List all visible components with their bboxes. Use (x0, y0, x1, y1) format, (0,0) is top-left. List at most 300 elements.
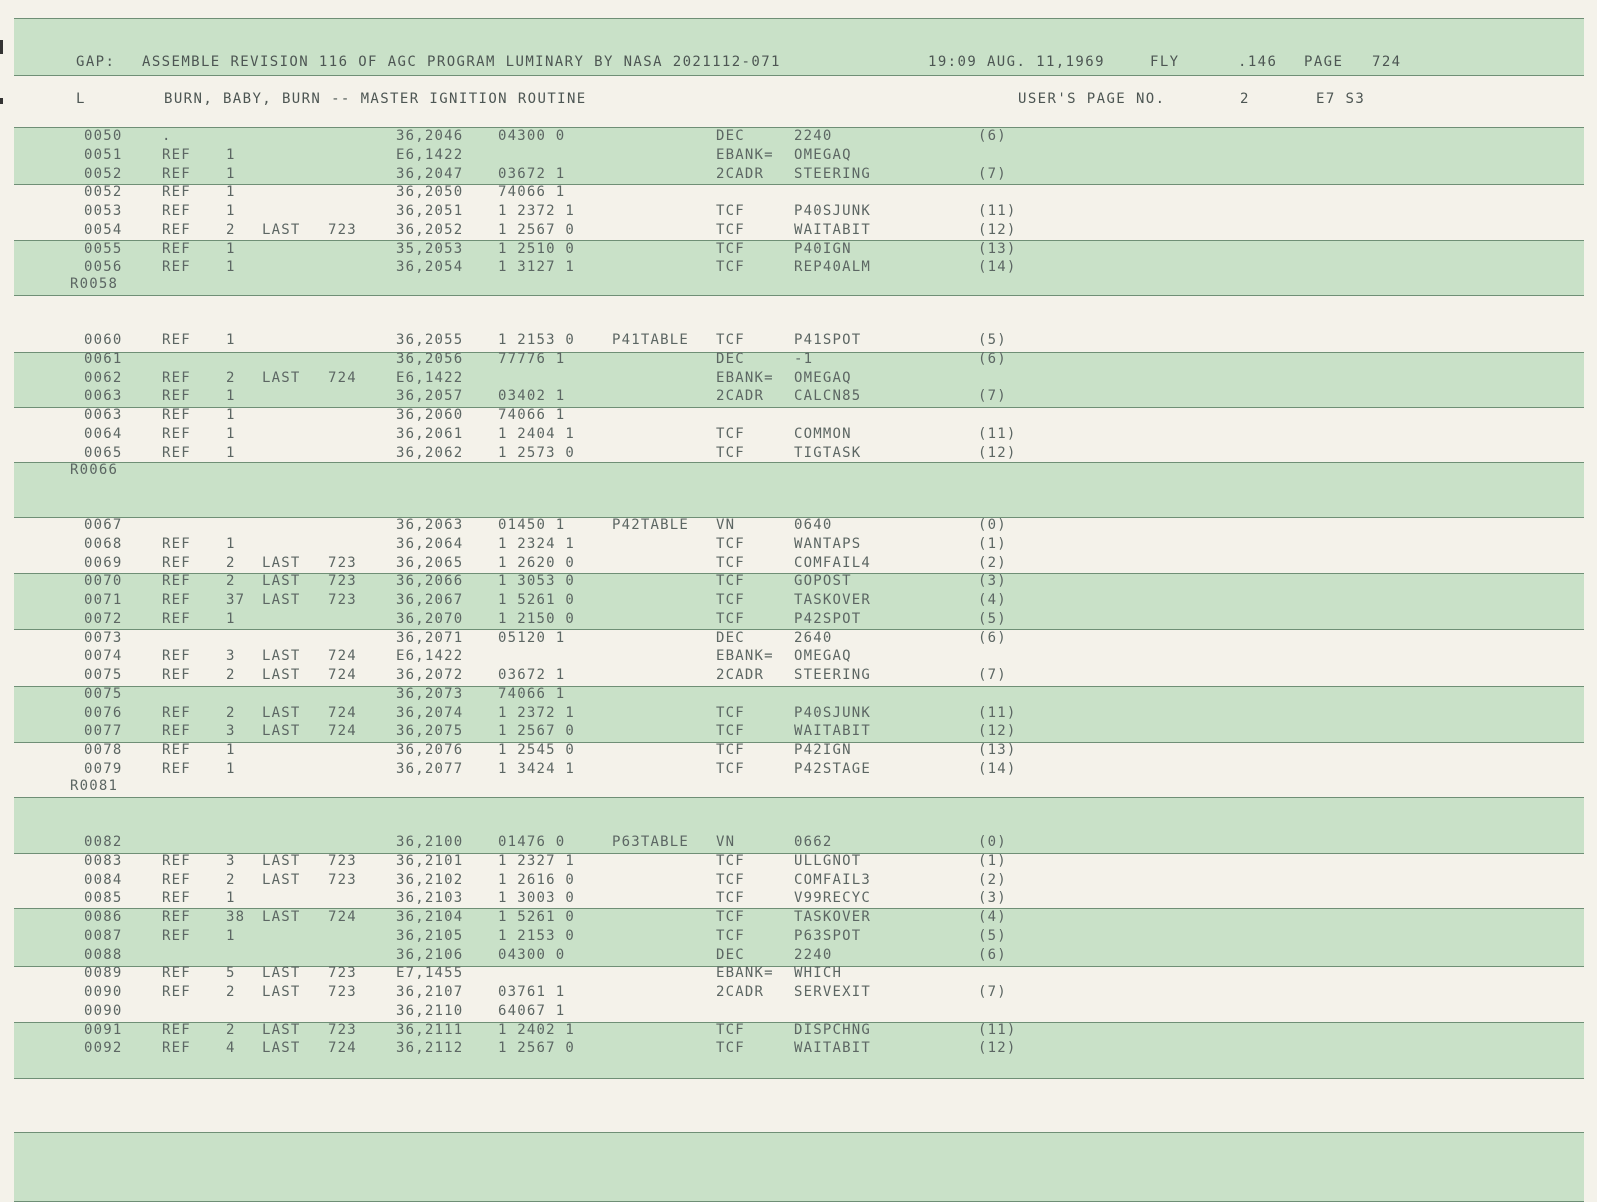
cell-op: VN (716, 517, 736, 533)
listing-row (0, 222, 1597, 241)
cell-ref: REF (162, 146, 191, 163)
listing-row (0, 517, 1597, 536)
cell-seq: 0074 (84, 648, 123, 665)
cell-adr: 36,2105 (396, 927, 464, 944)
cell-adr: E6,1422 (396, 369, 464, 386)
cell-adr: 36,2110 (396, 1002, 464, 1019)
cell-note: (5) (978, 332, 1007, 348)
record-marker: R0081 (70, 778, 119, 794)
cell-lbl: P63TABLE (612, 834, 690, 850)
cell-seq: 0086 (84, 909, 123, 925)
cell-opnd: COMFAIL3 (794, 871, 872, 888)
cell-cnt: 2 (226, 573, 236, 590)
cell-note: (6) (978, 128, 1007, 144)
cell-op: TCF (716, 1021, 745, 1038)
cell-adr: 36,2077 (396, 760, 464, 777)
listing-row (0, 834, 1597, 853)
cell-seq: 0083 (84, 852, 123, 869)
cell-adr: 36,2104 (396, 909, 464, 925)
cell-seq: 0063 (84, 407, 123, 423)
cell-word: 1 2372 1 (498, 203, 576, 219)
cell-adr: 36,2051 (396, 203, 464, 219)
cell-seq: 0089 (84, 965, 123, 982)
cell-opnd: WAITABIT (794, 1040, 872, 1057)
cell-ref: REF (162, 332, 191, 348)
cell-adr: 36,2112 (396, 1040, 464, 1057)
cell-seq: 0084 (84, 871, 123, 888)
cell-adr: 36,2107 (396, 984, 464, 1000)
cell-cnt: 1 (226, 760, 236, 777)
cell-opnd: P40SJUNK (794, 203, 872, 219)
cell-pg: 724 (328, 667, 357, 683)
cell-note: (11) (978, 425, 1017, 442)
cell-adr: E7,1455 (396, 965, 464, 982)
listing-row (0, 630, 1597, 649)
cell-ref: REF (162, 742, 191, 758)
cell-ref: REF (162, 203, 191, 219)
cell-seq: 0072 (84, 610, 123, 627)
cell-seq: 0069 (84, 554, 123, 571)
cell-op: TCF (716, 723, 745, 740)
cell-note: (1) (978, 852, 1007, 869)
cell-seq: 0055 (84, 240, 123, 257)
cell-ref: REF (162, 444, 191, 461)
cell-op: TCF (716, 240, 745, 257)
cell-pg: 723 (328, 871, 357, 888)
record-marker: R0066 (70, 462, 119, 478)
cell-word: 1 2616 0 (498, 871, 576, 888)
cell-adr: 36,2063 (396, 517, 464, 533)
cell-word: 1 2153 0 (498, 332, 576, 348)
cell-pg: 723 (328, 573, 357, 590)
cell-note: (3) (978, 573, 1007, 590)
cell-last: LAST (262, 965, 301, 982)
cell-opnd: 2240 (794, 128, 833, 144)
cell-ref: REF (162, 388, 191, 405)
cell-opnd: P42IGN (794, 742, 852, 758)
cell-cnt: 2 (226, 369, 236, 386)
cell-cnt: 1 (226, 259, 236, 276)
cell-seq: 0061 (84, 350, 123, 367)
cell-cnt: 5 (226, 965, 236, 982)
cell-last: LAST (262, 667, 301, 683)
header-time: 19:09 AUG. 11,1969 (928, 54, 1105, 70)
cell-last: LAST (262, 592, 301, 608)
cell-note: (7) (978, 388, 1007, 405)
cell-note: (2) (978, 871, 1007, 888)
cell-note: (11) (978, 704, 1017, 721)
cell-seq: 0087 (84, 927, 123, 944)
cell-ref: REF (162, 425, 191, 442)
cell-pg: 723 (328, 965, 357, 982)
cell-adr: 36,2075 (396, 723, 464, 740)
header-fly: FLY (1150, 54, 1180, 70)
binding-mark (0, 98, 3, 104)
cell-lbl: P42TABLE (612, 517, 690, 533)
cell-seq: 0082 (84, 834, 123, 850)
cell-cnt: 38 (226, 909, 246, 925)
cell-last: LAST (262, 1021, 301, 1038)
cell-ref: REF (162, 760, 191, 777)
cell-op: DEC (716, 629, 745, 646)
cell-ref: REF (162, 871, 191, 888)
cell-opnd: P42STAGE (794, 760, 872, 777)
cell-op: TCF (716, 704, 745, 721)
cell-opnd: TIGTASK (794, 444, 862, 461)
cell-seq: 0052 (84, 184, 123, 201)
cell-seq: 0053 (84, 203, 123, 219)
cell-seq: 0060 (84, 332, 123, 348)
cell-opnd: COMMON (794, 425, 852, 442)
listing-row (0, 536, 1597, 555)
cell-last: LAST (262, 984, 301, 1000)
cell-seq: 0075 (84, 667, 123, 683)
cell-last: LAST (262, 723, 301, 740)
record-marker: R0058 (70, 276, 119, 292)
cell-seq: 0092 (84, 1040, 123, 1057)
cell-op: 2CADR (716, 388, 765, 405)
cell-word: 1 2372 1 (498, 704, 576, 721)
cell-adr: 36,2066 (396, 573, 464, 590)
cell-cnt: 3 (226, 723, 236, 740)
cell-ref: REF (162, 259, 191, 276)
cell-op: TCF (716, 573, 745, 590)
cell-ref: REF (162, 927, 191, 944)
cell-cnt: 1 (226, 927, 236, 944)
cell-note: (11) (978, 203, 1017, 219)
cell-ref: REF (162, 369, 191, 386)
cell-note: (7) (978, 165, 1007, 182)
cell-op: DEC (716, 946, 745, 963)
listing-row (0, 723, 1597, 742)
cell-ref: REF (162, 573, 191, 590)
cell-word: 04300 0 (498, 128, 566, 144)
cell-last: LAST (262, 909, 301, 925)
cell-ref: REF (162, 965, 191, 982)
cell-ref: REF (162, 667, 191, 683)
cell-cnt: 2 (226, 871, 236, 888)
cell-adr: 36,2074 (396, 704, 464, 721)
cell-pg: 724 (328, 909, 357, 925)
cell-cnt: 1 (226, 444, 236, 461)
cell-opnd: TASKOVER (794, 909, 872, 925)
cell-word: 04300 0 (498, 946, 566, 963)
listing-row (0, 742, 1597, 761)
cell-opnd: P41SPOT (794, 332, 862, 348)
cell-opnd: V99RECYC (794, 890, 872, 907)
cell-word: 1 2153 0 (498, 927, 576, 944)
listing-row (0, 259, 1597, 278)
cell-seq: 0071 (84, 592, 123, 608)
listing-row (0, 909, 1597, 928)
cell-note: (7) (978, 984, 1007, 1000)
cell-adr: 36,2101 (396, 852, 464, 869)
cell-pg: 724 (328, 723, 357, 740)
cell-adr: 36,2065 (396, 554, 464, 571)
cell-opnd: ULLGNOT (794, 852, 862, 869)
cell-seq: 0073 (84, 629, 123, 646)
cell-opnd: REP40ALM (794, 259, 872, 276)
cell-adr: E6,1422 (396, 146, 464, 163)
cell-opnd: -1 (794, 350, 814, 367)
listing-row (0, 928, 1597, 947)
cell-word: 1 2402 1 (498, 1021, 576, 1038)
cell-adr: 36,2102 (396, 871, 464, 888)
cell-seq: 0090 (84, 984, 123, 1000)
subheader-users-page: USER'S PAGE NO. (1018, 91, 1166, 107)
cell-cnt: 2 (226, 984, 236, 1000)
header-title: ASSEMBLE REVISION 116 OF AGC PROGRAM LUMINARY BY NASA 2021112-071 (142, 54, 781, 70)
cell-pg: 723 (328, 1021, 357, 1038)
listing-row (0, 147, 1597, 166)
cell-last: LAST (262, 871, 301, 888)
cell-op: EBANK= (716, 369, 774, 386)
listing-row (0, 388, 1597, 407)
cell-note: (5) (978, 610, 1007, 627)
cell-op: TCF (716, 927, 745, 944)
cell-cnt: 1 (226, 610, 236, 627)
cell-seq: 0079 (84, 760, 123, 777)
cell-opnd: OMEGAQ (794, 648, 852, 665)
cell-word: 1 2567 0 (498, 723, 576, 740)
cell-last: LAST (262, 852, 301, 869)
cell-word: 74066 1 (498, 685, 566, 702)
cell-opnd: STEERING (794, 667, 872, 683)
cell-pg: 724 (328, 1040, 357, 1057)
cell-opnd: DISPCHNG (794, 1021, 872, 1038)
cell-pg: 724 (328, 648, 357, 665)
cell-opnd: STEERING (794, 165, 872, 182)
cell-word: 03672 1 (498, 667, 566, 683)
cell-opnd: WAITABIT (794, 221, 872, 238)
cell-adr: 36,2057 (396, 388, 464, 405)
listing-row (0, 947, 1597, 966)
cell-adr: 36,2106 (396, 946, 464, 963)
cell-op: VN (716, 834, 736, 850)
listing-row (0, 128, 1597, 147)
cell-adr: 36,2072 (396, 667, 464, 683)
cell-adr: 36,2047 (396, 165, 464, 182)
cell-note: (4) (978, 592, 1007, 608)
cell-word: 74066 1 (498, 407, 566, 423)
cell-cnt: 1 (226, 742, 236, 758)
cell-pg: 723 (328, 221, 357, 238)
cell-op: TCF (716, 535, 745, 552)
cell-op: TCF (716, 871, 745, 888)
cell-op: 2CADR (716, 667, 765, 683)
listing-row (0, 203, 1597, 222)
listing-row (0, 890, 1597, 909)
cell-adr: 36,2060 (396, 407, 464, 423)
cell-note: (6) (978, 629, 1007, 646)
cell-ref: REF (162, 610, 191, 627)
header-gap: GAP: (76, 54, 116, 70)
cell-word: 1 3127 1 (498, 259, 576, 276)
cell-ref: . (162, 128, 172, 144)
cell-adr: 36,2062 (396, 444, 464, 461)
cell-op: TCF (716, 444, 745, 461)
cell-note: (6) (978, 350, 1007, 367)
cell-note: (12) (978, 723, 1017, 740)
cell-cnt: 1 (226, 890, 236, 907)
cell-op: 2CADR (716, 165, 765, 182)
cell-note: (12) (978, 444, 1017, 461)
cell-pg: 724 (328, 704, 357, 721)
cell-opnd: SERVEXIT (794, 984, 872, 1000)
cell-pg: 724 (328, 369, 357, 386)
cell-op: TCF (716, 852, 745, 869)
cell-adr: 36,2061 (396, 425, 464, 442)
cell-seq: 0068 (84, 535, 123, 552)
cell-cnt: 2 (226, 704, 236, 721)
cell-pg: 723 (328, 592, 357, 608)
cell-ref: REF (162, 1040, 191, 1057)
listing-row (0, 426, 1597, 445)
cell-cnt: 1 (226, 407, 236, 423)
cell-note: (13) (978, 240, 1017, 257)
cell-cnt: 3 (226, 648, 236, 665)
listing-row (0, 686, 1597, 705)
cell-seq: 0091 (84, 1021, 123, 1038)
cell-ref: REF (162, 184, 191, 201)
cell-op: TCF (716, 332, 745, 348)
cell-op: TCF (716, 909, 745, 925)
cell-opnd: WANTAPS (794, 535, 862, 552)
listing-row (0, 705, 1597, 724)
cell-word: 01476 0 (498, 834, 566, 850)
cell-cnt: 1 (226, 240, 236, 257)
cell-word: 64067 1 (498, 1002, 566, 1019)
cell-adr: 36,2064 (396, 535, 464, 552)
cell-lbl: P41TABLE (612, 332, 690, 348)
listing-row (0, 648, 1597, 667)
cell-seq: 0064 (84, 425, 123, 442)
cell-ref: REF (162, 648, 191, 665)
cell-adr: 36,2050 (396, 184, 464, 201)
cell-note: (12) (978, 1040, 1017, 1057)
cell-cnt: 2 (226, 221, 236, 238)
cell-seq: 0067 (84, 517, 123, 533)
cell-seq: 0054 (84, 221, 123, 238)
cell-op: TCF (716, 610, 745, 627)
cell-ref: REF (162, 704, 191, 721)
cell-ref: REF (162, 852, 191, 869)
listing-row (0, 761, 1597, 780)
cell-seq: 0063 (84, 388, 123, 405)
cell-ref: REF (162, 592, 191, 608)
cell-note: (12) (978, 221, 1017, 238)
cell-op: DEC (716, 128, 745, 144)
cell-op: TCF (716, 1040, 745, 1057)
cell-pg: 723 (328, 984, 357, 1000)
cell-seq: 0078 (84, 742, 123, 758)
cell-ref: REF (162, 535, 191, 552)
subheader-mark: L (76, 91, 86, 107)
cell-cnt: 3 (226, 852, 236, 869)
cell-seq: 0088 (84, 946, 123, 963)
cell-note: (0) (978, 834, 1007, 850)
cell-note: (14) (978, 259, 1017, 276)
cell-adr: E6,1422 (396, 648, 464, 665)
cell-cnt: 1 (226, 388, 236, 405)
cell-op: EBANK= (716, 648, 774, 665)
cell-word: 1 2567 0 (498, 221, 576, 238)
cell-note: (3) (978, 890, 1007, 907)
cell-opnd: P42SPOT (794, 610, 862, 627)
cell-last: LAST (262, 221, 301, 238)
cell-last: LAST (262, 1040, 301, 1057)
cell-note: (6) (978, 946, 1007, 963)
cell-word: 03672 1 (498, 165, 566, 182)
cell-opnd: 2240 (794, 946, 833, 963)
cell-last: LAST (262, 369, 301, 386)
cell-seq: 0077 (84, 723, 123, 740)
listing-row (0, 241, 1597, 260)
cell-op: TCF (716, 592, 745, 608)
cell-op: 2CADR (716, 984, 765, 1000)
cell-word: 1 2150 0 (498, 610, 576, 627)
cell-opnd: 2640 (794, 629, 833, 646)
cell-adr: 36,2055 (396, 332, 464, 348)
listing-row (0, 965, 1597, 984)
cell-word: 01450 1 (498, 517, 566, 533)
listing-row (0, 407, 1597, 426)
cell-seq: 0050 (84, 128, 123, 144)
cell-opnd: WAITABIT (794, 723, 872, 740)
subheader-title: BURN, BABY, BURN -- MASTER IGNITION ROUTINE (164, 91, 587, 107)
cell-adr: 36,2076 (396, 742, 464, 758)
cell-opnd: P40IGN (794, 240, 852, 257)
cell-adr: 36,2070 (396, 610, 464, 627)
subheader-users-page-no: 2 (1240, 91, 1250, 107)
cell-ref: REF (162, 165, 191, 182)
cell-op: TCF (716, 554, 745, 571)
cell-note: (14) (978, 760, 1017, 777)
cell-opnd: P40SJUNK (794, 704, 872, 721)
cell-note: (0) (978, 517, 1007, 533)
cell-op: TCF (716, 425, 745, 442)
cell-adr: 36,2046 (396, 128, 464, 144)
header-page-label: PAGE (1304, 54, 1344, 70)
cell-word: 1 2573 0 (498, 444, 576, 461)
cell-seq: 0085 (84, 890, 123, 907)
cell-opnd: 0662 (794, 834, 833, 850)
cell-op: EBANK= (716, 146, 774, 163)
cell-opnd: WHICH (794, 965, 843, 982)
cell-ref: REF (162, 890, 191, 907)
cell-word: 74066 1 (498, 184, 566, 201)
cell-word: 1 2545 0 (498, 742, 576, 758)
cell-last: LAST (262, 554, 301, 571)
cell-last: LAST (262, 573, 301, 590)
listing-row (0, 1003, 1597, 1022)
listing-row (0, 555, 1597, 574)
cell-adr: 35,2053 (396, 240, 464, 257)
cell-cnt: 1 (226, 203, 236, 219)
cell-op: EBANK= (716, 965, 774, 982)
cell-word: 1 5261 0 (498, 909, 576, 925)
binding-mark (0, 40, 3, 54)
cell-pg: 723 (328, 554, 357, 571)
cell-ref: REF (162, 407, 191, 423)
cell-seq: 0076 (84, 704, 123, 721)
cell-cnt: 1 (226, 184, 236, 201)
cell-cnt: 37 (226, 592, 246, 608)
band (14, 1132, 1584, 1202)
listing-row (0, 184, 1597, 203)
cell-word: 1 2620 0 (498, 554, 576, 571)
cell-note: (1) (978, 535, 1007, 552)
